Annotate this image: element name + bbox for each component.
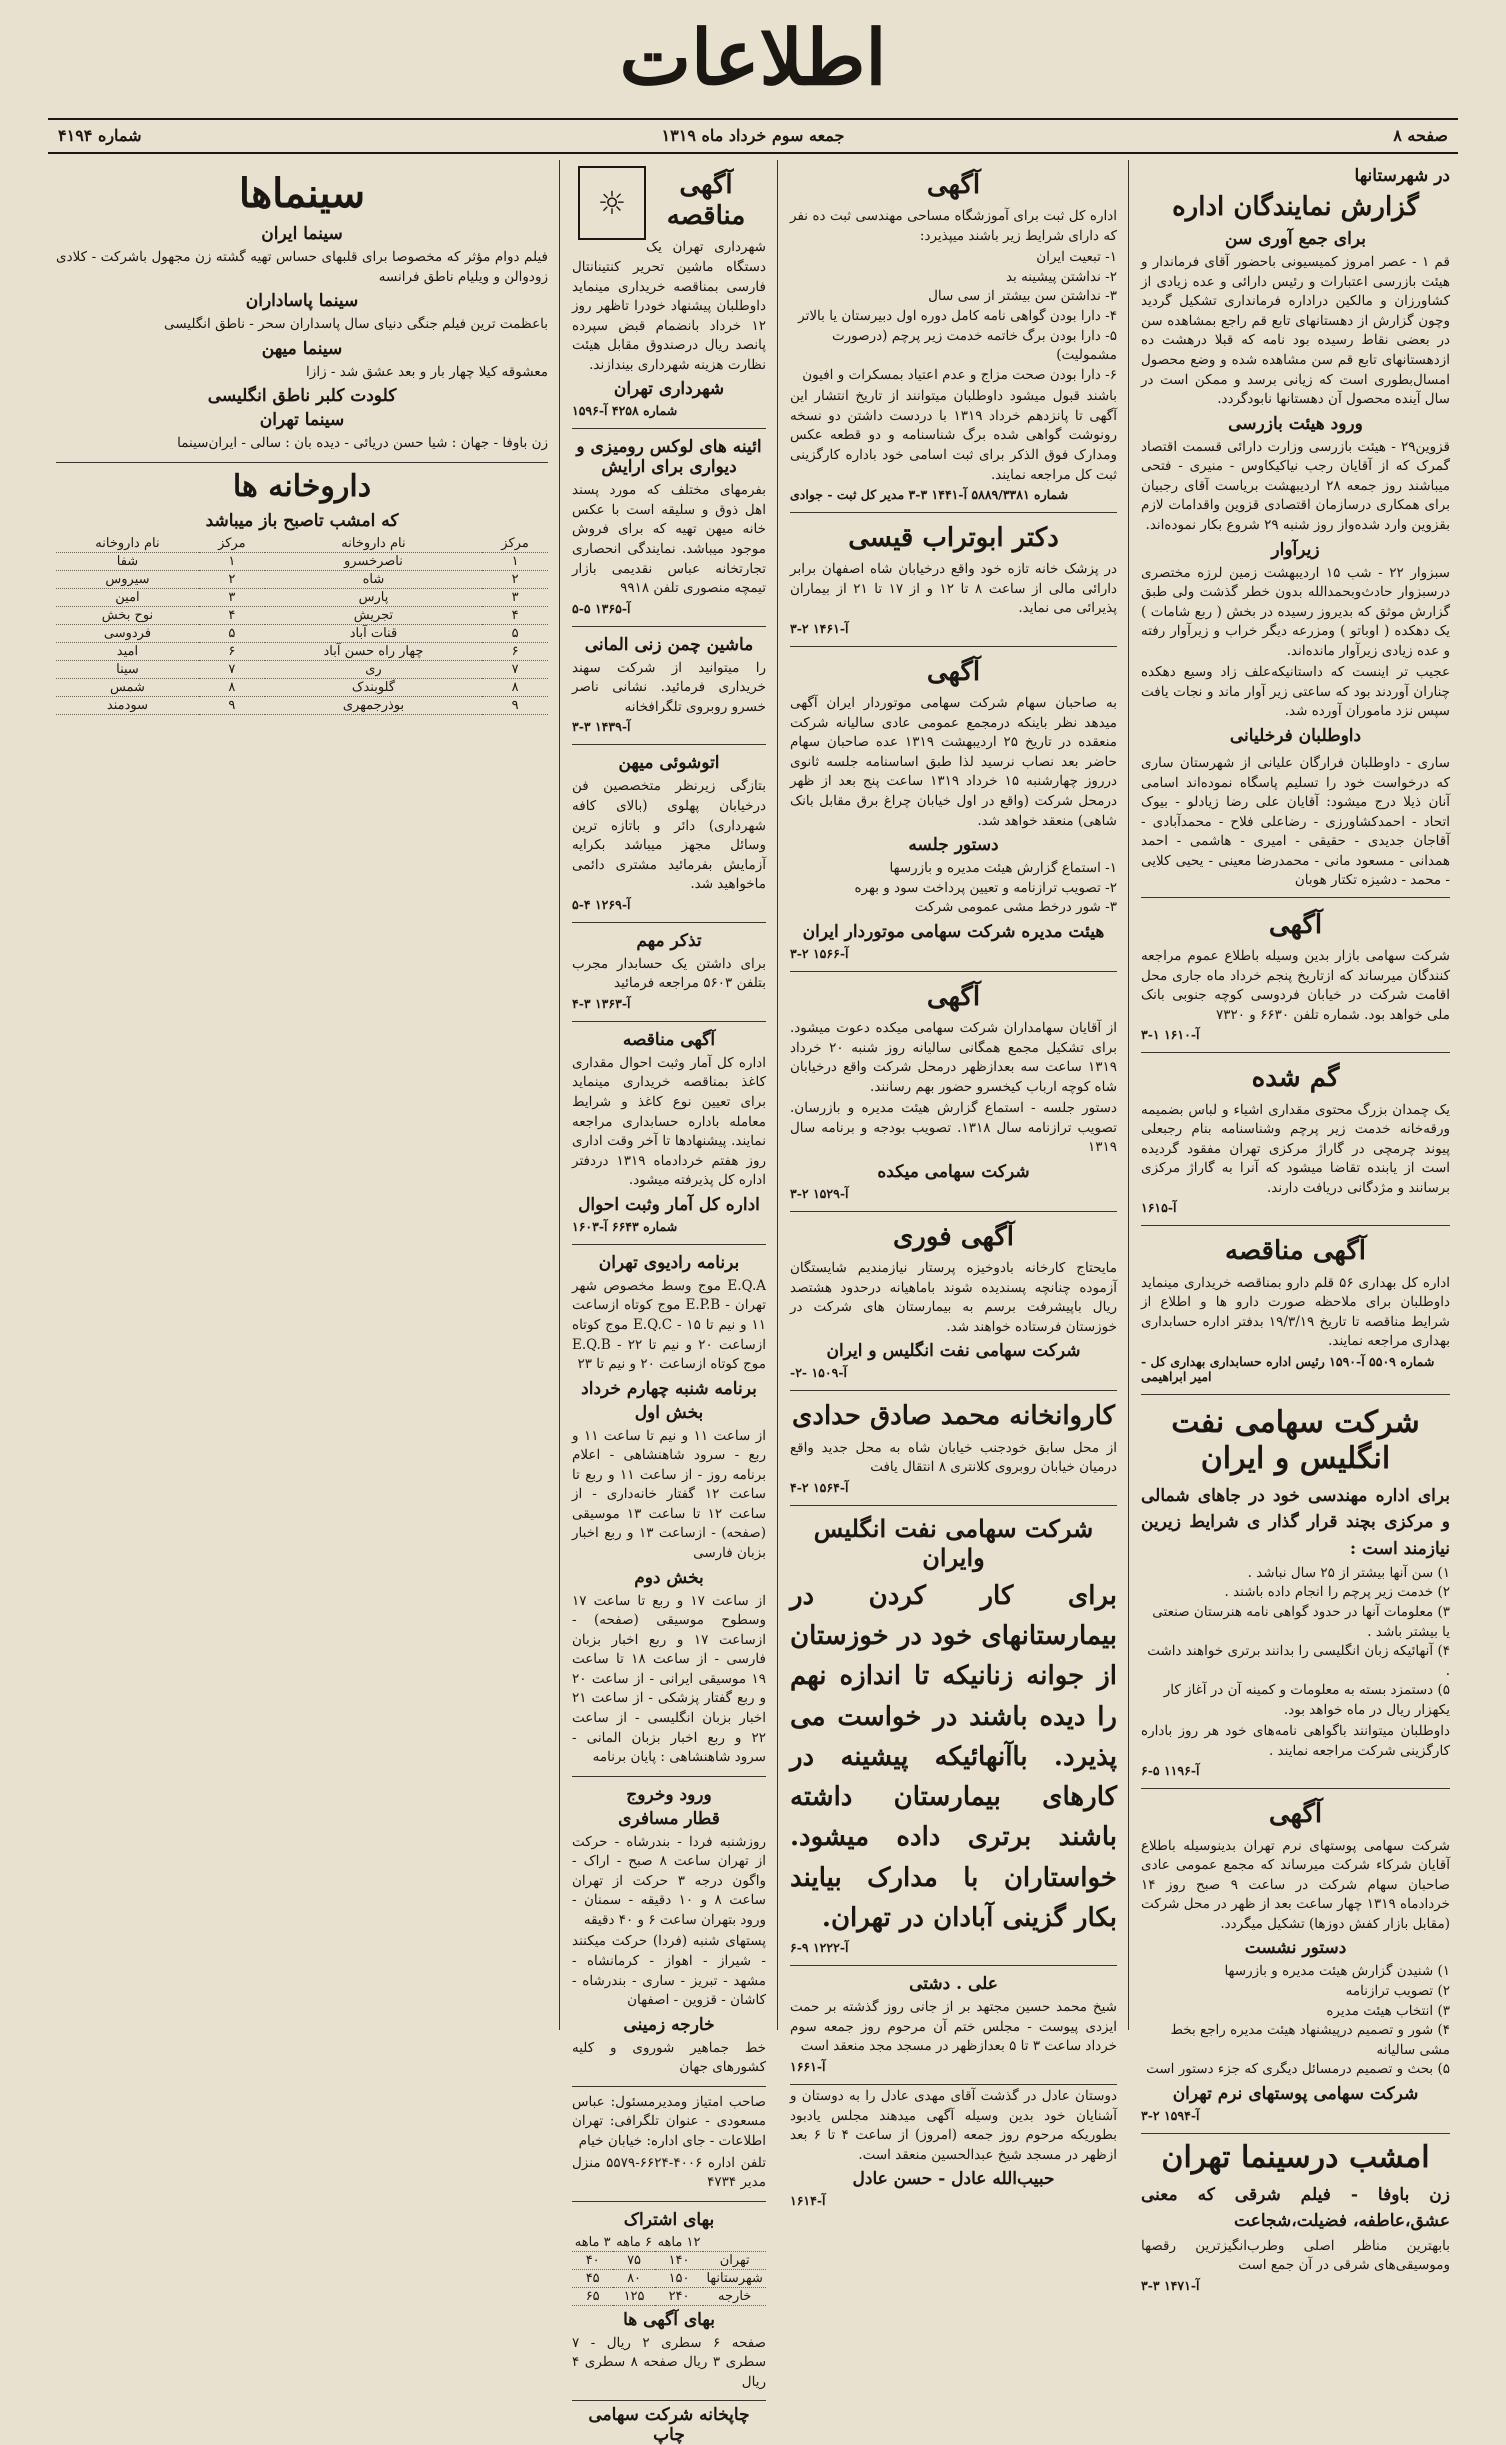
list-item: ۱) سن آنها بیشتر از ۲۵ سال نباشد . [1247,1564,1450,1581]
lion-sun-emblem-icon: ☼ [578,166,646,240]
table-cell: ۶ [482,642,548,660]
table-cell: ۵ [482,624,548,642]
column-center-right [782,160,1125,2209]
ad-reference: ۳-۲ آ-۱۵۹۴ [1141,2107,1200,2123]
pharmacies-section [56,469,548,715]
ad-reference: شماره ۵۸۸۹/۳۳۸۱ آ-۱۴۴۱ ۳-۳ مدیر کل ثبت - جوادی [790,487,1069,503]
table-cell: ۵ [199,624,265,642]
table-cell: ۹ [482,696,548,714]
ad-agenda: دستور جلسه - استماع گزارش هیئت مدیره و بازرسان. تصویب ترازنامه سال ۱۳۱۸. تصویب بودجه و برنامه سال ۱۳۱۹ [790,1100,1117,1156]
table-row [572,2287,766,2305]
cinema-text: فیلم دوام مؤثر که مخصوصا برای قلبهای حساس تهیه گشته زن مجهول باشرکت - کلادی زودوالن و ویلیام ناطق فرانسه [56,249,548,285]
ad-title: آگهی [926,981,981,1012]
table-cell: مرکز [199,535,265,553]
table-cell: امین [56,588,199,606]
ad-oil-hospital [790,1506,1117,1967]
page-number: صفحه ۸ [1393,126,1448,145]
list-item: ۳- شور درخط مشی عمومی شرکت [914,899,1117,916]
ad-text: داوطلبان میتوانند باگواهی نامه‌های خود هر روز باداره کارگزینی شرکت مراجعه نمایند . [1141,1723,1450,1759]
table-row [572,2269,766,2287]
requirements-list [1141,1564,1450,1721]
ad-title: شرکت سهامی نفت انگلیس و ایران [1171,1404,1420,1476]
masthead-rule [48,118,1458,120]
table-cell: ۷۵ [613,2251,654,2269]
subscription-table [572,2234,766,2306]
travel-subtitle: قطار مسافری [618,1808,720,1829]
radio-text: از ساعت ۱۱ و نیم تا ساعت ۱۱ و ربع - سرود شاهنشاهی - اعلام برنامه روز - از ساعت ۱۱ و ربع تا ساعت ۱۲ گفتار خانه‌داری - از ساعت ۱۲ تا ساعت ۱۳ موسیقی (صفحه) - ازساعت ۱۳ و ربع اخبار بزبان فارسی [572,1427,767,1561]
ad-text: از آقایان سهامداران شرکت سهامی میکده دعوت میشود. برای تشکیل مجمع همگانی سالیانه روز شنبه ۲۰ خرداد ۱۳۱۹ ساعت سه بعدازظهر درمحل شرکت واقع درخیابان شاه کوچه ارباب کیخسرو حضور بهم رسانند. [790,1019,1118,1095]
ad-title: علی . دشتی [909,1974,998,1995]
table-cell: ۲ [199,570,265,588]
ad-important-note [572,923,766,1022]
ad-title: آگهی [1268,909,1323,940]
foreign-title: خارجه زمینی [623,2014,715,2035]
ad-reference: ۶-۵ آ-۱۱۹۶ [1141,1763,1200,1779]
table-cell: ۸ [482,678,548,696]
cinema-text: معشوقه کیلا چهار بار و بعد عشق شد - زازا [306,363,548,380]
table-cell: ۱۲ ماهه [655,2234,704,2252]
dateline-rule [48,152,1458,154]
ad-signature: اداره کل آمار وثبت احوال [578,1194,760,1215]
table-cell: بوذرجمهری [265,696,482,714]
subscription-title: بهای اشتراک [623,2209,715,2230]
table-cell: ۶ ماهه [613,2234,654,2252]
ad-reference: ۴-۳ آ-۱۳۶۳ [572,995,631,1011]
table-cell: تهران [703,2251,766,2269]
ad-text: در پزشک خانه تازه خود واقع درخیابان شاه اصفهان برابر دارائی مالی از ساعت ۸ تا ۱۲ و از ۱۷ تا ۲۱ از بیماران پذیرائی می نماید. [790,561,1117,617]
column-separator [1128,160,1129,2030]
radio-part: بخش اول [634,1402,704,1423]
cinema-name: سینما پاساداران [245,291,359,312]
table-row [56,570,548,588]
list-item: ۶- دارا بودن صحت مزاج و عدم اعتیاد بمسکرات و افیون [802,366,1117,383]
table-cell: مرکز [482,535,548,553]
ad-reference: ۳-۲ آ-۱۵۲۹ [790,1185,849,1201]
newspaper-title: اطلاعات [619,13,887,102]
ad-text: از محل سابق خودجنب خیابان شاه به محل جدید واقع درمیان خیابان روبروی کلانتری ۸ انتقال یافت [790,1439,1117,1476]
article-headline: گزارش نمایندگان اداره [1172,192,1419,222]
ad-reference: ۶-۹ آ-۱۲۲۲ [790,1940,849,1956]
table-cell: ۷ [482,660,548,678]
ad-title: تذکر مهم [636,930,702,951]
ad-laundry [572,745,766,922]
subscription-prices [572,2202,766,2402]
table-cell: ۱ [482,552,548,570]
ad-text: یک چمدان بزرگ محتوی مقداری اشیاء و لباس بضمیمه ورقه‌خانه خدمت زیر پرچم وشناسنامه بنام رجبعلی پیوند چرمچی در گاراژ مرکزی تهران مفقود گردیده است از یابنده تقاضا میشود که آنرا به گاراژ مرکزی برسانند و مژدگانی دریافت دارند. [1141,1101,1450,1196]
ad-title: کاروانخانه محمد صادق حدادی [792,1401,1115,1432]
ad-obituary [790,2087,1117,2208]
table-header [572,2234,766,2252]
table-cell: سینا [56,660,199,678]
list-item: ۲) تصویب ترازنامه [1345,1983,1450,2000]
table-row [56,642,548,660]
table-row [56,606,548,624]
article-text: سبزوار ۲۲ - شب ۱۵ اردیبهشت زمین لرزه مختصری درسبزوار حادث‌وبحمدالله بدون خطر گذشت ولی طبق گزارش موثق که بدیروز رسیده در بخش ( ربع شامات ) یک دهکده ( اوباتو ) ومزرعه دیگر خراب و زیرآوار رفته و عده زیادی زیرآوار مانده‌اند. [1141,564,1450,659]
ad-title: گم شده [1251,1063,1340,1094]
list-item: ۲- تصویب ترازنامه و تعیین پرداخت سود و بهره [854,879,1117,896]
ad-reference: آ-۱۶۱۴ [790,2193,826,2209]
ad-urgent [790,1212,1117,1391]
article-text: قزوین۲۹ - هیئت بازرسی وزارت دارائی قسمت اقتصاد گمرک که از آقایان رجب نیاکیکاوس - منیری - فتحی میباشند روز جمعه ۲۸ اردیبهشت بریاست آقای رجبیان برای همکاری درسازمان اقتصادی قزوین واقدامات لازم بقزوین وارد شده‌واز روز شنبه ۲۹ شروع بکار نموده‌اند. [1141,438,1450,533]
table-row [56,552,548,570]
cinema-name: سینما میهن [261,338,343,359]
table-cell: ۸ [199,678,265,696]
ad-reference: ۵-۴ آ-۱۲۶۹ [572,896,631,912]
table-cell: ۱۴۰ [655,2251,704,2269]
issue-date: جمعه سوم خرداد ماه ۱۳۱۹ [661,126,845,145]
table-cell: پارس [265,588,482,606]
table-cell: ۳ [199,588,265,606]
ad-title: آگهی فوری [892,1221,1015,1252]
travel-text: پستهای شنبه (فردا) حرکت میکنند - شیراز - اهواز - کرمانشاه - مشهد - تبریز - ساری - بندرشاه - کاشان - قزوین - اصفهان [572,1933,766,2009]
film-title: زن باوفا - فیلم شرقی که معنی عشق،عاطفه، فضیلت،شجاعت [1141,2184,1450,2232]
ad-registration [790,160,1117,513]
ad-text: دوستان عادل در گذشت آقای مهدی عادل را به دوستان و آشنایان خود بدین وسیله آگهی میدهند مجلس یادبود بطوریکه مرحوم روز جمعه (امروز) از ساعت ۴ تا ۶ بعد ازظهر در مسجد شیخ عبدالحسین منعقد است. [790,2087,1118,2163]
list-item: ۴- دارا بودن گواهی نامه کامل دوره اول دبیرستان یا بالاتر [798,308,1117,324]
column-right [1133,160,1458,2293]
article-text: قم ۱ - عصر امروز کمیسیونی باحضور آقای فرماندار و هیئت بازرسی اعتبارات و رئیس دارائی و عده زیادی از کشاورزان و مالکین دراداره فرمانداری تشکیل گردید وچون گزارش از دهستانهای تابع قم راجع بمشاهده سن در بعضی نقاط رسیده بود نامه که قبلا درهشت ده ازدهستانهای تابع قم سن مشاهده شده و وضع محصول امسال‌بطوری است که زیانی برسد و ممکن است در سال آینده محصول آن دهستانها نابودگردد. [1141,254,1450,408]
list-item: ۳- نداشتن سن بیشتر از سی سال [928,288,1117,305]
list-item: ۱) شنیدن گزارش هیئت مدیره و بازرسها [1224,1963,1450,1980]
table-cell: تجریش [265,606,482,624]
article-subhead: برای جمع آوری سن [1225,229,1366,250]
ad-text: مایحتاج کارخانه بادوخیزه پرستار نیازمندیم شایستگان آزموده چنانچه پسندیده شوند باماهیانه درحدود هشتصد ریال باپیشرفت برسم به بیمارستان های شرکت در خوزستان فرستاده خواهند شد. [790,1260,1117,1335]
ad-price-title: بهای آگهی ها [623,2309,715,2330]
table-cell: شاه [265,570,482,588]
ad-text: اداره کل آمار وثبت احوال مقداری کاغذ بمناقصه خریداری مینماید برای تعیین نوع کاغذ و شرایط معامله باداره حسابداری مراجعه نمایند. پیشنهادها تا آخر وقت اداری روز هفتم خردادماه ۱۳۱۹ دردفتر اداره کل پذیرفته میشود. [572,1054,766,1189]
ad-text: برای داشتن یک حسابدار مجرب بتلفن ۵۶۰۳ مراجعه فرمائید [572,955,766,992]
article-text: عجیب تر اینست که داستانیکه‌علف زاد وسیع دهکده چناران آوردند بود که ساعتی زیر آوار ماند و نجات یافت سپس نزد ماموران آورده شد. [1141,664,1450,720]
ad-signature: حبیب‌الله عادل - حسن عادل [852,2169,1055,2190]
ad-lawn-mower [572,627,766,746]
list-item: ۴) شور و تصمیم درپیشنهاد هیئت مدیره راجع بخط مشی سالیانه [1170,2022,1450,2058]
table-cell: ۱۲۵ [613,2287,654,2305]
table-cell: نام داروخانه [265,535,482,553]
list-item: ۴) آنهائیکه زبان انگلیسی را بدانند برتری خواهند داشت . [1147,1643,1450,1679]
article-subhead: زیرآوار [1271,539,1320,560]
table-row [572,2251,766,2269]
ad-title: ماشین چمن زنی المانی [584,634,754,655]
ad-title: آگهی [926,170,981,200]
owner-text: صاحب امتیاز ومدیرمسئول: عباس مسعودی - عنوان تلگرافی: تهران اطلاعات - جای اداره: خیابان خیام [572,2093,766,2149]
list-item: ۱- تبعیت ایران [1036,249,1117,266]
ad-municipality-tender [572,160,766,429]
agenda-title: دستور جلسه [908,835,999,856]
ad-signature: هیئت مدیره شرکت سهامی موتوردار ایران [802,921,1105,942]
pharmacies-title: داروخانه ها [232,468,372,504]
list-item: ۳) انتخاب هیئت مدیره [1326,2002,1450,2019]
cinemas-title: سینماها [238,170,366,217]
radio-title: برنامه رادیوی تهران [598,1252,740,1273]
table-cell: ۷ [199,660,265,678]
table-cell: قنات آباد [265,624,482,642]
table-cell: سیروس [56,570,199,588]
ad-tender [1141,1226,1450,1394]
agenda-list [1141,1962,1450,2079]
ad-signature: شرکت سهامی پوستهای نرم تهران [1172,2083,1419,2104]
radio-schedule [572,1245,766,1777]
article-text: ساری - داوطلبان فرارگان علیانی از شهرستان ساری که درخواست خود را تسلیم پاسگاه نموده‌اند اسامی آنان ذیلا درج میشود: آقایان علی رضا زیادلو - بیوک اتحاد - احمدکشاورزی - رضاعلی فلاح - محمدآبادی - آقاجان جدیدی - حقیقی - امیری - هاشمی - احمد همدانی - مسعود مانی - محمدرضا معینی - یحیی کلایی - محمد - دشیزه تکتار هوبان [1141,750,1450,898]
issue-number: شماره ۴۱۹۴ [58,126,142,145]
ad-text: شرکت سهامی پوستهای نرم تهران بدینوسیله باطلاع آقایان شرکاء شرکت میرساند که مجمع عمومی عادی صاحبان سهام شرکت در ساعت ۹ صبح روز ۱۴ خردادماه ۱۳۱۹ چهار ساعت بعد از ظهر در محل شرکت (مقابل بازار کفش دوزها) تشکیل میگردد. [1141,1837,1451,1932]
table-cell: چهار راه حسن آباد [265,642,482,660]
table-cell: نام داروخانه [56,535,199,553]
column-left [48,160,556,2030]
list-item: ۱- استماع گزارش هیئت مدیره و بازرسها [889,860,1117,877]
table-cell: ۴۵ [572,2269,613,2287]
agenda-title: دستور نشست [1244,1938,1347,1959]
table-cell: ۸۰ [613,2269,654,2287]
list-item: ۵) بحث و تصمیم درمسائل دیگری که جزء دستور است [1146,2061,1450,2078]
ad-title: آگهی مناقصه [622,1029,716,1050]
table-cell: شمس [56,678,199,696]
ad-reference: شماره ۴۲۵۸ آ-۱۵۹۶ [572,403,678,419]
ad-text: اداره کل بهداری ۵۶ قلم دارو بمناقصه خریداری مینماید داوطلبان برای ملاحظه صورت دارو ها و اطلاع از شرایط مناقصه تا تاریخ ۱۹/۳/۱۹ بدفتر اداره حسابداری بهداری مراجعه نمایند. [1141,1274,1450,1350]
requirements-list [790,248,1117,385]
ad-lost [1141,1053,1450,1226]
table-cell: ری [265,660,482,678]
arrivals-departures [572,1777,766,2087]
radio-part: بخش دوم [634,1567,704,1588]
table-cell: ۲ [482,570,548,588]
ad-text: شرکت سهامی بازار بدین وسیله باطلاع عموم مراجعه کنندگان میرساند که ازتاریخ پنجم خرداد ماه جاری محل اقامت شرکت در خیابان فردوسی کوچه جنوبی بانک ملی خواهد بود. شماره تلفن ۶۶۳۰ و ۷۳۲۰ [1141,948,1450,1023]
pharmacies-subtitle: که امشب تاصبح باز میباشد [205,510,399,531]
ad-title: دکتر ابوتراب قیسی [848,523,1059,554]
table-cell: ۲۴۰ [655,2287,704,2305]
cinema-name: سینما تهران [259,410,345,431]
ad-reference: ۳-۳ آ-۱۴۳۹ [572,719,631,735]
table-cell: خارجه [703,2287,766,2305]
ad-oil-company [1141,1395,1450,1790]
ad-mirrors [572,429,766,626]
article-subhead: داوطلبان فرخلیانی [1229,726,1362,746]
table-cell: ۶ [199,642,265,660]
ad-reference: ۴-۲ آ-۱۵۶۴ [790,1479,849,1495]
list-item: ۳) معلومات آنها در حدود گواهی نامه هنرستان صنعتی یا بیشتر باشد . [1152,1603,1450,1640]
table-row [56,696,548,714]
foreign-text: خط جماهیر شوروی و کلیه کشورهای جهان [572,2039,766,2076]
ad-text: به صاحبان سهام شرکت سهامی موتوردار ایران آگهی میدهد نظر باینکه درمجمع عمومی عادی سالیانه شرکت منعقده در تاریخ ۲۵ اردیبهشت ۱۳۱۹ عده صاحبان سهام حاضر بعد نصاب نرسید لذا طبق اساسنامه جلسه ثانوی درروز چهارشنبه ۱۵ خرداد ۱۳۱۹ ساعت پنج بعد از ظهر درمحل شرکت (واقع در اول خیابان چراغ برق مقابل بانک شاهی) منعقد خواهد شد. [790,695,1118,829]
cinema-highlight: کلودت کلبر ناطق انگلیسی [207,386,397,407]
ad-title: آگهی [926,656,981,687]
ad-motor-company [790,647,1117,972]
ad-price-text: صفحه ۶ سطری ۲ ریال - ۷ سطری ۳ ریال صفحه ۸ سطری ۴ ریال [572,2334,766,2390]
ad-doctor [790,513,1117,647]
ad-text: را میتوانید از شرکت سهند خریداری فرمائید. نشانی ناصر خسرو روبروی تلگرافخانه [572,659,766,715]
ad-caravanserai [790,1391,1117,1505]
ad-subtext: برای اداره مهندسی خود در جاهای شمالی و مرکزی بچند قرار گذار ی شرایط زیرین نیازمند است : [1141,1485,1450,1559]
cinema-text: باعظمت ترین فیلم جنگی دنیای سال پاسداران سحر - ناطق انگلیسی [164,316,548,333]
section-heading: در شهرستانها [1354,166,1450,186]
dateline [48,122,1458,148]
ad-text: بتازگی زیرنظر متخصصین فن درخیابان پهلوی (بالای کافه شهرداری) دائر و باتازه ترین وسائل مجهز میباشد بکرایه آزمایش بفرمائید مشتری دائمی ماخواهید شد. [572,778,766,893]
ad-shareholders [1141,1789,1450,2133]
ad-text: بابهترین مناظر اصلی وطرب‌انگیزترین رقصها وموسیقی‌های شرقی در آن جمع است [1141,2237,1450,2274]
article-subhead: ورود هیئت بازرسی [1228,413,1363,434]
ad-mikadeh [790,972,1117,1212]
ad-reference: -۲- آ-۱۵۰۹ [790,1365,847,1381]
ad-text: برای کار کردن در بیمارستانهای خود در خوزستان از جوانه زنانیکه تا اندازه نهم را دیده باشند در خواست می پذیرد. باآنهائیکه پیشینه در کارهای بیمارستان داشته باشند برتری داده میشود. خواستاران با مدارک بیایند بکار گزینی آبادان در تهران. [790,1580,1117,1933]
ad-text: شهرداری تهران یک دستگاه ماشین تحریر کنتینانتال فارسی بمناقصه خریداری مینماید داوطلبان پیشنهاد خودرا تاظهر روز ۱۲ خرداد بانضمام قبض سپرده پانصد ریال درصندوق مقابل هیئت نظارت هزینه شهرداری بیندازند. [572,239,766,373]
ad-title: ائینه های لوکس رومیزی و دیواری برای ارایش [576,437,762,478]
publisher-info [572,2087,766,2202]
ad-reference: ۳-۲ آ-۱۴۶۱ [790,620,849,636]
ad-cinema-tehran [1141,2140,1450,2293]
table-cell: شفا [56,552,199,570]
ad-reference: شماره ۵۵۰۹ آ-۱۵۹۰ رئیس اداره حسابداری بهداری کل - امیر ابراهیمی [1141,1353,1435,1384]
table-cell: ۳ ماهه [572,2234,613,2252]
ad-signature: شرکت سهامی میکده [877,1161,1030,1182]
ad-signature: شهرداری تهران [613,379,725,400]
list-item: ۵- دارا بودن برگ خاتمه خدمت زیر پرچم (درصورت مشمولیت) [831,327,1117,364]
cinema-text: زن باوفا - جهان : شیا حسن دریائی - دیده بان : سالی - ایران‌سینما [177,435,548,452]
phone-text: تلفن اداره ۴۰۰۶-۶۶۲۴-۵۵۷۹ منزل مدیر ۴۷۳۴ [572,2154,766,2191]
radio-text: از ساعت ۱۷ و ربع تا ساعت ۱۷ وسطوح موسیقی (صفحه) - ازساعت ۱۷ و ربع اخبار بزبان فارسی - از ساعت ۱۸ تا ساعت ۱۹ موسیقی ایرانی - از ساعت ۲۰ و ربع گفتار پزشکی - از ساعت ۲۱ اخبار بزبان انگلیسی - از ساعت ۲۲ و ربع اخبار بزبان المانی - سرود شاهنشاهی : پایان برنامه [572,1592,767,1766]
printer-credit: چاپخانه شرکت سهامی چاپ [588,2405,750,2445]
travel-title: ورود وخروج [626,1784,712,1805]
table-cell: سودمند [56,696,199,714]
table-row [56,660,548,678]
table-cell [703,2234,766,2252]
ad-title: آگهی مناقصه [1225,1236,1366,1267]
list-item: ۵) دستمزد بسته به معلومات و کمینه آن در آغاز کار یکهزار ریال در ماه خواهد بود. [1163,1682,1450,1718]
list-item: ۲- نداشتن پیشینه بد [1005,268,1117,285]
radio-text: E.Q.A موج وسط مخصوص شهر تهران - E.P.B موج کوتاه ازساعت ۱۱ و نیم تا ۱۵ - E.Q.C موج کوتاه ازساعت ۲۰ و نیم تا ۲۲ - E.Q.B موج کوتاه ازساعت ۲۰ و نیم تا ۲۳ [572,1277,766,1373]
cinemas-section [56,160,548,463]
ad-title: امشب درسینما تهران [1161,2139,1430,2175]
ad-text: شیخ محمد حسین مجتهد بر از جانی روز گذشته بر حمت ایزدی پیوست - مجلس ختم آن مرحوم روز جمعه سوم خرداد ساعت ۳ تا ۵ بعدازظهر در مسجد مجد منعقد است [790,1999,1117,2055]
ad-signature: شرکت سهامی نفت انگلیس و ایران [826,1341,1081,1362]
ad-statistics-tender [572,1022,766,1245]
table-cell: ۳ [482,588,548,606]
table-cell: امید [56,642,199,660]
ad-title: آگهی [1268,1799,1323,1830]
column-separator [777,160,778,2030]
ad-title: اتوشوئی میهن [618,753,720,774]
table-cell: ۹ [199,696,265,714]
table-cell: ناصرخسرو [265,552,482,570]
cinema-name: سینما ایران [261,224,343,244]
pharmacies-table [56,535,548,715]
ad-text: بفرمهای مختلف که مورد پسند اهل ذوق و سلیقه است با عکس خانه میهن تهیه که برای فروش موجود میباشد. نمایندگی انحصاری تجارتخانه عباس نقدیمی بازار تیمچه منصوری تلفن ۹۹۱۸ [572,482,766,597]
table-cell: گلوبندک [265,678,482,696]
ad-text: باشند قبول میشود داوطلبان میتوانند از تاریخ انتشار این آگهی تا پانزدهم خرداد ۱۳۱۹ با دردست داشتن دو نسخه رونوشت گواهی شده برگ شناسنامه و دو قطعه عکس ومدارک فوق الذکر برای ثبت اسامی خود باداره کارگزینی ثبت کل مراجعه نمایند. [790,388,1117,483]
ad-notice [1141,900,1450,1053]
travel-text: روزشنبه فردا - بندرشاه - حرکت از تهران ساعت ۸ صبح - اراک - واگون درجه ۳ حرکت از تهران ساعت ۸ و ۱۰ دقیقه - سمنان - ورود بتهران ساعت ۶ و ۴۰ دقیقه [572,1833,766,1928]
table-cell: ۴۰ [572,2251,613,2269]
ad-title: آگهی مناقصه [666,170,746,232]
ad-reference: شماره ۶۶۴۳ آ-۱۶۰۳ [572,1218,678,1234]
table-cell: ۱ [199,552,265,570]
table-row [56,678,548,696]
table-cell: ۴ [199,606,265,624]
masthead [0,13,1506,102]
ad-reference: ۵-۵ آ-۱۳۶۵ [572,600,631,616]
radio-day: برنامه شنبه چهارم خرداد [581,1378,757,1399]
table-cell: فردوسی [56,624,199,642]
table-cell: ۶۵ [572,2287,613,2305]
column-center-left [564,160,774,2445]
list-item: ۲) خدمت زیر پرچم را انجام داده باشند . [1224,1584,1450,1601]
ad-reference: آ-۱۶۶۱ [790,2058,826,2074]
ad-text: اداره کل ثبت برای آموزشگاه مساحی مهندسی ثبت ده نفر که دارای شرایط زیر باشند میپذیرد: [790,208,1117,244]
agenda-list [790,859,1117,918]
table-cell: ۱۵۰ [655,2269,704,2287]
ad-reference: ۳-۳ آ-۱۴۷۱ [1141,2277,1200,2293]
table-row [56,588,548,606]
table-cell: نوح بخش [56,606,199,624]
ad-reference: آ-۱۶۱۵ [1141,1200,1177,1216]
column-separator [559,160,560,2030]
ad-title: شرکت سهامی نفت انگلیس وایران [813,1513,1094,1572]
ad-obituary [790,1966,1117,2085]
table-cell: ۴ [482,606,548,624]
ad-reference: ۳-۱ آ-۱۶۱۰ [1141,1027,1200,1043]
table-cell: شهرستانها [703,2269,766,2287]
table-header [56,535,548,553]
ad-reference: ۳-۲ آ-۱۵۶۶ [790,945,849,961]
table-row [56,624,548,642]
